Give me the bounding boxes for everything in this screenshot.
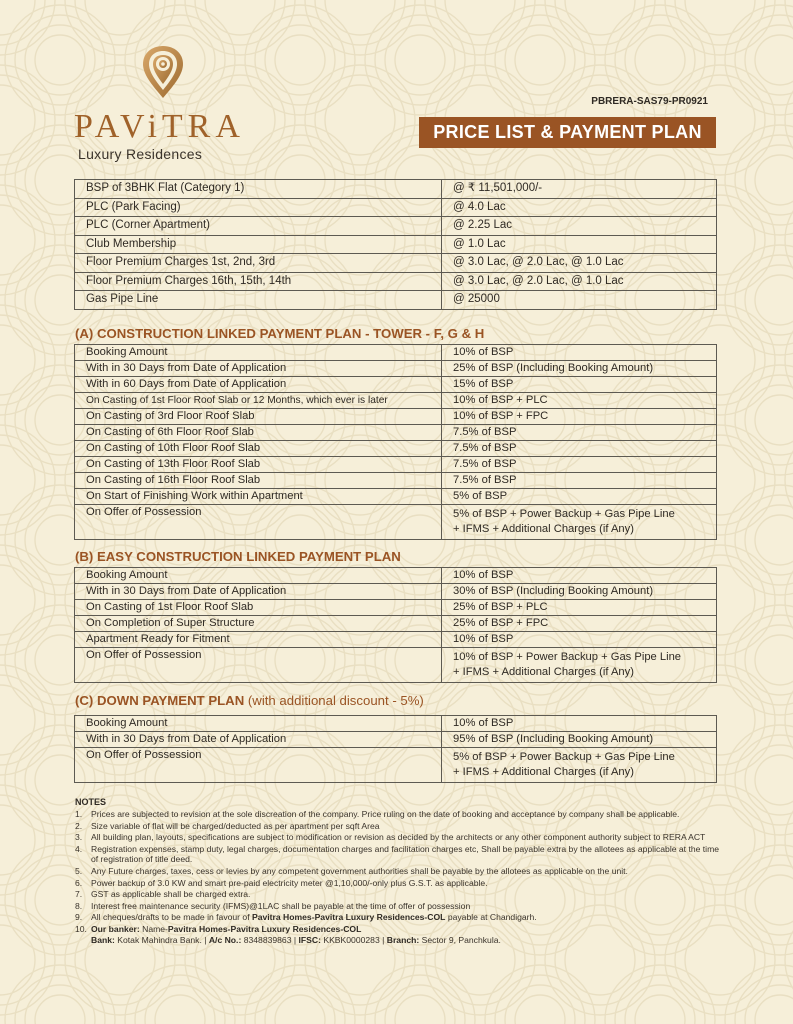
table-row: [75, 600, 717, 616]
bank-details-line: [91, 935, 725, 946]
note-number: 9.: [75, 912, 83, 923]
price-value: @ 2.25 Lac: [442, 217, 717, 236]
plan-b-heading: (B) EASY CONSTRUCTION LINKED PAYMENT PLAN: [75, 549, 401, 564]
table-row: [75, 217, 717, 236]
table-row: [75, 425, 717, 441]
table-row: [75, 748, 717, 783]
note-text: Power backup of 3.0 KW and smart pre-paid electricity meter @1,10,000/-only plus G.S.T. as applicable.: [91, 877, 488, 888]
price-value: @ 3.0 Lac, @ 2.0 Lac, @ 1.0 Lac: [442, 272, 717, 291]
amount: 10% of BSP + FPC: [442, 409, 717, 425]
stage: With in 60 Days from Date of Application: [75, 377, 442, 393]
note-text: All building plan, layouts, specifications are subject to modification or revision as decided by the architects or any other component authority subject to RERA ACT: [91, 832, 706, 843]
notes-section: [75, 797, 725, 946]
note-text: [91, 912, 725, 923]
amount: 10% of BSP: [442, 345, 717, 361]
amount: 30% of BSP (Including Booking Amount): [442, 584, 717, 600]
stage: Booking Amount: [75, 568, 442, 584]
notes-title: NOTES: [75, 797, 107, 807]
page-title: PRICE LIST & PAYMENT PLAN: [419, 117, 716, 148]
plan-a-heading: (A) CONSTRUCTION LINKED PAYMENT PLAN - TOWER - F, G & H: [75, 326, 485, 341]
account-number: 8348839863 |: [241, 934, 299, 945]
note-number: 2.: [75, 820, 83, 831]
amount-line: + IFMS + Additional Charges (if Any): [453, 766, 634, 778]
price-item: Floor Premium Charges 16th, 15th, 14th: [75, 272, 442, 291]
amount: 10% of BSP + PLC: [442, 393, 717, 409]
price-value: @ 4.0 Lac: [442, 198, 717, 217]
amount: 25% of BSP + PLC: [442, 600, 717, 616]
amount-line: + IFMS + Additional Charges (if Any): [453, 523, 634, 535]
amount-line: + IFMS + Additional Charges (if Any): [453, 666, 634, 678]
table-row: [75, 254, 717, 273]
amount: 25% of BSP (Including Booking Amount): [442, 361, 717, 377]
amount: 7.5% of BSP: [442, 441, 717, 457]
note-number: 7.: [75, 889, 83, 900]
table-row: [75, 648, 717, 683]
table-row: [75, 291, 717, 310]
table-row: [75, 616, 717, 632]
stage: Booking Amount: [75, 345, 442, 361]
amount: 10% of BSP: [442, 632, 717, 648]
amount-line: 10% of BSP + Power Backup + Gas Pipe Line: [453, 651, 682, 663]
table-row: [75, 473, 717, 489]
banker-line: [91, 924, 725, 935]
bank-value: Kotak Mahindra Bank. |: [114, 934, 209, 945]
stage: Booking Amount: [75, 716, 442, 732]
stage: On Casting of 16th Floor Roof Slab: [75, 473, 442, 489]
note-number: 1.: [75, 809, 83, 819]
table-row: [75, 272, 717, 291]
note-number: 6.: [75, 877, 83, 888]
brand-tagline: Luxury Residences: [78, 146, 203, 162]
note-text: Interest free maintenance security (IFMS)@1LAC shall be payable at the time of offer of possession: [91, 900, 471, 911]
stage: On Casting of 10th Floor Roof Slab: [75, 441, 442, 457]
note-item: [75, 924, 725, 945]
amount: 7.5% of BSP: [442, 425, 717, 441]
note-text-part: All cheques/drafts to be made in favour of: [91, 912, 252, 923]
table-row: [75, 584, 717, 600]
price-item: Club Membership: [75, 235, 442, 254]
table-row: [75, 505, 717, 540]
note-text: GST as applicable shall be charged extra.: [91, 889, 251, 900]
note-text: Prices are subjected to revision at the sole discreation of the company. Price ruling on the date of booking and acceptance by company shall be applicable.: [91, 809, 680, 819]
price-list-table: [74, 179, 717, 310]
plan-c-title: (C) DOWN PAYMENT PLAN: [75, 693, 245, 708]
price-item: Gas Pipe Line: [75, 291, 442, 310]
price-item: Floor Premium Charges 1st, 2nd, 3rd: [75, 254, 442, 273]
rera-number: PBRERA-SAS79-PR0921: [591, 96, 708, 107]
bank-label: Bank:: [91, 934, 115, 945]
branch-label: Branch:: [386, 934, 420, 945]
table-row: [75, 393, 717, 409]
amount: 15% of BSP: [442, 377, 717, 393]
amount: [442, 505, 717, 540]
price-value: @ ₹ 11,501,000/-: [442, 180, 717, 199]
stage: On Offer of Possession: [75, 748, 442, 783]
stage: On Casting of 6th Floor Roof Slab: [75, 425, 442, 441]
price-value: @ 3.0 Lac, @ 2.0 Lac, @ 1.0 Lac: [442, 254, 717, 273]
stage: On Casting of 1st Floor Roof Slab or 12 Months, which ever is later: [75, 393, 442, 409]
note-number: 3.: [75, 832, 83, 843]
amount: 7.5% of BSP: [442, 473, 717, 489]
table-row: [75, 235, 717, 254]
table-row: [75, 632, 717, 648]
stage: On Start of Finishing Work within Apartment: [75, 489, 442, 505]
note-item: [75, 809, 725, 820]
note-item: [75, 866, 725, 877]
table-row: [75, 345, 717, 361]
ifsc-label: IFSC:: [298, 934, 321, 945]
table-row: [75, 732, 717, 748]
stage: Apartment Ready for Fitment: [75, 632, 442, 648]
amount: 5% of BSP: [442, 489, 717, 505]
amount: 25% of BSP + FPC: [442, 616, 717, 632]
note-text: [91, 924, 725, 945]
stage: On Casting of 3rd Floor Roof Slab: [75, 409, 442, 425]
note-number: 4.: [75, 843, 83, 854]
amount: [442, 748, 717, 783]
stage: On Completion of Super Structure: [75, 616, 442, 632]
account-name: Pavitra Homes-Pavitra Luxury Residences-COL: [167, 923, 362, 934]
stage: On Casting of 1st Floor Roof Slab: [75, 600, 442, 616]
note-item: [75, 889, 725, 900]
amount-line: 5% of BSP + Power Backup + Gas Pipe Line: [453, 751, 675, 763]
name-label: Name-: [139, 923, 168, 934]
price-value: @ 25000: [442, 291, 717, 310]
stage: With in 30 Days from Date of Application: [75, 732, 442, 748]
price-value: @ 1.0 Lac: [442, 235, 717, 254]
stage: With in 30 Days from Date of Application: [75, 361, 442, 377]
table-row: [75, 457, 717, 473]
table-row: [75, 377, 717, 393]
stage: On Offer of Possession: [75, 505, 442, 540]
logo-pin-icon: [141, 44, 185, 100]
note-item: [75, 912, 725, 923]
price-item: PLC (Corner Apartment): [75, 217, 442, 236]
plan-c-heading: [75, 693, 424, 708]
branch-value: Sector 9, Panchkula.: [419, 934, 501, 945]
table-row: [75, 489, 717, 505]
note-number: 8.: [75, 900, 83, 911]
stage: On Casting of 13th Floor Roof Slab: [75, 457, 442, 473]
note-item: [75, 878, 725, 889]
brand-name: PAViTRA: [74, 108, 245, 145]
account-number-label: A/c No.:: [208, 934, 242, 945]
payee-name: Pavitra Homes-Pavitra Luxury Residences-COL: [252, 912, 446, 923]
amount: 95% of BSP (Including Booking Amount): [442, 732, 717, 748]
note-number: 10.: [75, 923, 87, 934]
note-item: [75, 901, 725, 912]
table-row: [75, 198, 717, 217]
amount: 10% of BSP: [442, 716, 717, 732]
amount-line: 5% of BSP + Power Backup + Gas Pipe Line: [453, 508, 675, 520]
plan-a-table: [74, 344, 717, 540]
stage: On Offer of Possession: [75, 648, 442, 683]
note-item: [75, 844, 725, 865]
table-row: [75, 409, 717, 425]
note-number: 5.: [75, 865, 83, 876]
price-item: PLC (Park Facing): [75, 198, 442, 217]
amount: 10% of BSP: [442, 568, 717, 584]
table-row: [75, 361, 717, 377]
note-text: Size variable of flat will be charged/deducted as per apartment per sqft Area: [91, 820, 380, 831]
banker-label: Our banker:: [91, 923, 140, 934]
table-row: [75, 568, 717, 584]
plan-b-table: [74, 567, 717, 683]
note-text-part: payable at Chandigarh.: [445, 912, 537, 923]
plan-c-table: [74, 715, 717, 783]
table-row: [75, 716, 717, 732]
note-item: [75, 832, 725, 843]
table-row: [75, 180, 717, 199]
amount: 7.5% of BSP: [442, 457, 717, 473]
note-text: Registration expenses, stamp duty, legal charges, documentation charges and facilitation charges etc, Shall be payable extra by the allotees as applicable at the time of registration of title deed.: [91, 843, 720, 865]
price-item: BSP of 3BHK Flat (Category 1): [75, 180, 442, 199]
ifsc-code: KKBK0000283 |: [320, 934, 387, 945]
note-text: Any Future charges, taxes, cess or levies by any competent government authorities shall be payable by the allotees as applicable on the unit.: [91, 865, 628, 876]
stage: With in 30 Days from Date of Application: [75, 584, 442, 600]
note-item: [75, 821, 725, 832]
plan-c-discount-note: (with additional discount - 5%): [247, 693, 424, 708]
amount: [442, 648, 717, 683]
table-row: [75, 441, 717, 457]
